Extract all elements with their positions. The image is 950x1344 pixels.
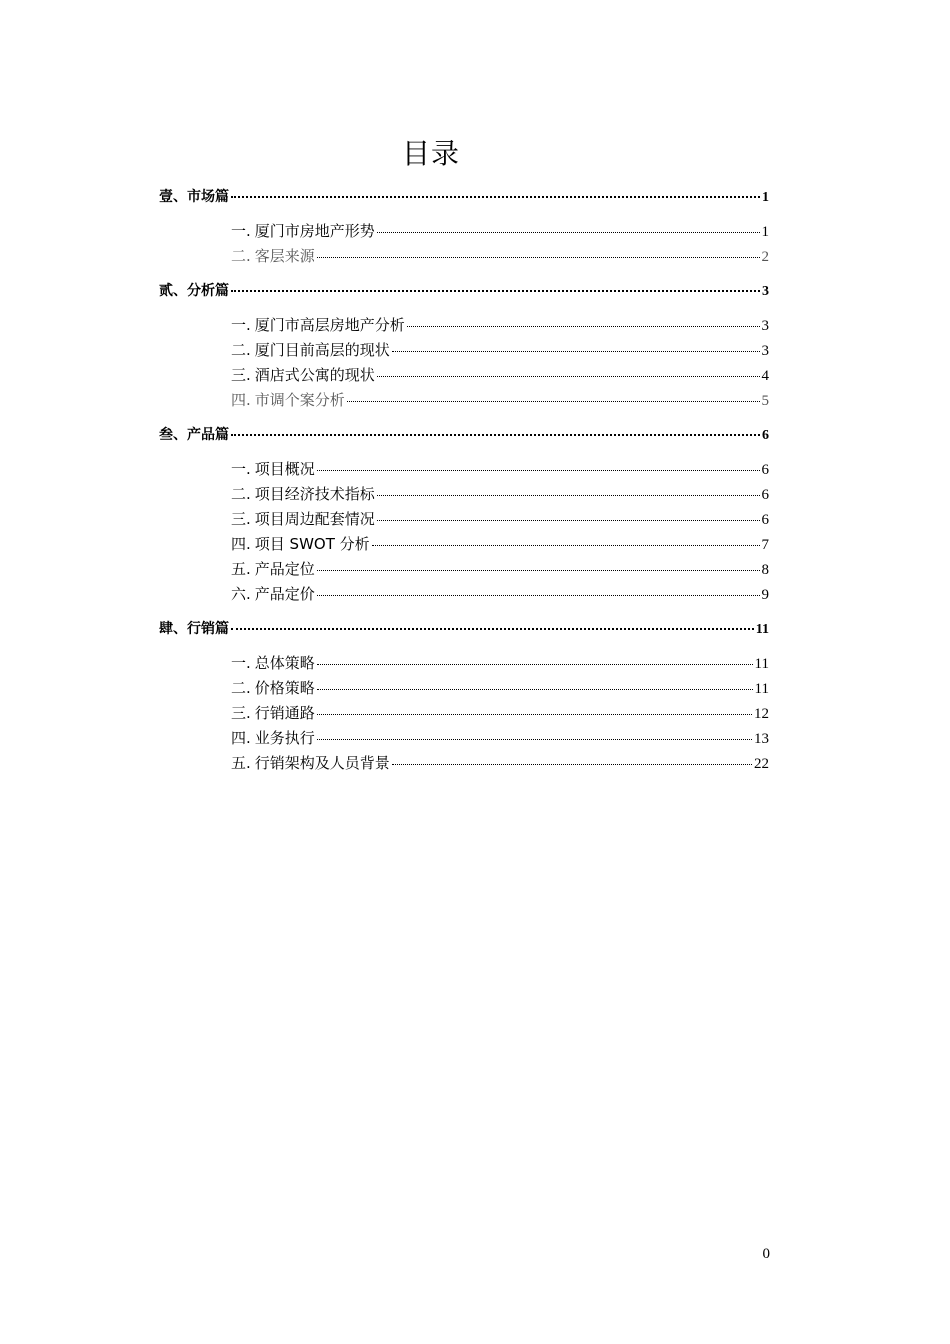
toc-page-number: 3 — [762, 284, 769, 299]
toc-entry-label: 市调个案分析 — [254, 391, 345, 409]
dot-leader — [231, 195, 760, 198]
toc-page-number: 12 — [754, 706, 769, 722]
toc-page-number: 3 — [761, 343, 769, 359]
dot-leader — [377, 375, 760, 377]
toc-page-number: 1 — [762, 190, 769, 205]
toc-section-label: 贰、分析篇 — [159, 283, 229, 299]
toc-section-label: 壹、市场篇 — [159, 189, 229, 205]
toc-entry[interactable] — [231, 313, 769, 338]
toc-page-number: 11 — [754, 681, 769, 697]
toc-page-number: 5 — [761, 393, 769, 409]
toc-page-number: 2 — [761, 249, 769, 265]
toc-entry[interactable] — [231, 219, 769, 244]
toc-group-3 — [159, 457, 769, 607]
toc-entry[interactable] — [231, 582, 769, 607]
toc-page-number: 11 — [755, 622, 769, 637]
toc-entry-number: 四. — [231, 729, 251, 747]
dot-leader — [317, 469, 760, 471]
toc-entry-number: 五. — [231, 560, 251, 578]
toc-page-number: 6 — [762, 428, 769, 443]
toc-entry-label: 项目周边配套情况 — [254, 510, 375, 528]
dot-leader — [407, 325, 760, 327]
toc-entry-number: 六. — [231, 585, 251, 603]
toc-entry-label: 价格策略 — [254, 679, 315, 697]
toc-entry[interactable] — [231, 751, 769, 776]
dot-leader — [392, 763, 752, 765]
toc-entry[interactable] — [231, 507, 769, 532]
toc-entry[interactable] — [231, 363, 769, 388]
dot-leader — [317, 713, 752, 715]
toc-entry[interactable] — [231, 338, 769, 363]
toc-entry-number: 四. — [231, 391, 251, 409]
dot-leader — [317, 594, 760, 596]
toc-entry-label: 行销通路 — [254, 704, 315, 722]
toc-entry[interactable] — [231, 651, 769, 676]
toc-entry-label: 项目经济技术指标 — [254, 485, 375, 503]
toc-entry-number: 一. — [231, 222, 251, 240]
toc-entry-number: 一. — [231, 316, 251, 334]
toc-group-1 — [159, 219, 769, 269]
toc-page-number: 7 — [761, 537, 769, 553]
toc-page-number: 22 — [754, 756, 769, 772]
dot-leader — [392, 350, 760, 352]
dot-leader — [377, 231, 760, 233]
toc-entry[interactable] — [231, 532, 769, 557]
toc-entry-number: 四. — [231, 535, 251, 553]
toc-entry-label: 项目 SWOT 分析 — [254, 535, 370, 553]
toc-section-1[interactable] — [159, 185, 769, 209]
toc-page-number: 4 — [761, 368, 769, 384]
table-of-contents — [159, 185, 769, 786]
toc-entry[interactable] — [231, 701, 769, 726]
dot-leader — [347, 400, 760, 402]
toc-entry[interactable] — [231, 244, 769, 269]
toc-entry-label: 产品定价 — [254, 585, 315, 603]
dot-leader — [317, 569, 760, 571]
toc-entry-label: 总体策略 — [254, 654, 315, 672]
toc-entry[interactable] — [231, 457, 769, 482]
toc-entry-number: 一. — [231, 460, 251, 478]
toc-page-number: 6 — [761, 462, 769, 478]
toc-entry-label: 业务执行 — [254, 729, 315, 747]
toc-entry[interactable] — [231, 557, 769, 582]
toc-section-label: 叁、产品篇 — [159, 427, 229, 443]
page-number-footer: 0 — [762, 1246, 770, 1262]
toc-entry[interactable] — [231, 726, 769, 751]
toc-page-number: 3 — [761, 318, 769, 334]
toc-entry-label: 客层来源 — [254, 247, 315, 265]
toc-entry-number: 一. — [231, 654, 251, 672]
toc-page-number: 13 — [754, 731, 769, 747]
toc-page-number: 6 — [761, 487, 769, 503]
toc-entry-label: 酒店式公寓的现状 — [254, 366, 375, 384]
toc-page-number: 11 — [754, 656, 769, 672]
toc-entry-label: 厦门市房地产形势 — [254, 222, 375, 240]
toc-entry[interactable] — [231, 676, 769, 701]
toc-entry-number: 三. — [231, 366, 251, 384]
toc-section-2[interactable] — [159, 279, 769, 303]
toc-section-label: 肆、行销篇 — [159, 621, 229, 637]
toc-section-3[interactable] — [159, 423, 769, 447]
dot-leader — [317, 738, 752, 740]
toc-entry-number: 二. — [231, 485, 251, 503]
toc-entry[interactable] — [231, 482, 769, 507]
toc-page-number: 8 — [761, 562, 769, 578]
toc-entry-number: 三. — [231, 510, 251, 528]
dot-leader — [317, 688, 753, 690]
toc-entry-number: 五. — [231, 754, 251, 772]
dot-leader — [372, 544, 760, 546]
dot-leader — [377, 494, 760, 496]
toc-entry-label: 项目概况 — [254, 460, 315, 478]
dot-leader — [377, 519, 760, 521]
toc-page-number: 9 — [761, 587, 769, 603]
toc-entry-number: 三. — [231, 704, 251, 722]
toc-entry-number: 二. — [231, 341, 251, 359]
page-title: 目录 — [401, 137, 460, 170]
toc-entry-label: 产品定位 — [254, 560, 315, 578]
dot-leader — [231, 433, 760, 436]
toc-section-4[interactable] — [159, 617, 769, 641]
dot-leader — [317, 663, 753, 665]
toc-page-number: 1 — [761, 224, 769, 240]
toc-entry-label: 厦门市高层房地产分析 — [254, 316, 405, 334]
toc-entry-number: 二. — [231, 679, 251, 697]
toc-page-number: 6 — [761, 512, 769, 528]
toc-group-4 — [159, 651, 769, 776]
dot-leader — [317, 256, 760, 258]
toc-entry-label: 厦门目前高层的现状 — [254, 341, 390, 359]
dot-leader — [231, 289, 760, 292]
toc-entry-label: 行销架构及人员背景 — [254, 754, 390, 772]
dot-leader — [231, 627, 754, 630]
toc-group-2 — [159, 313, 769, 413]
toc-entry[interactable] — [231, 388, 769, 413]
toc-entry-number: 二. — [231, 247, 251, 265]
